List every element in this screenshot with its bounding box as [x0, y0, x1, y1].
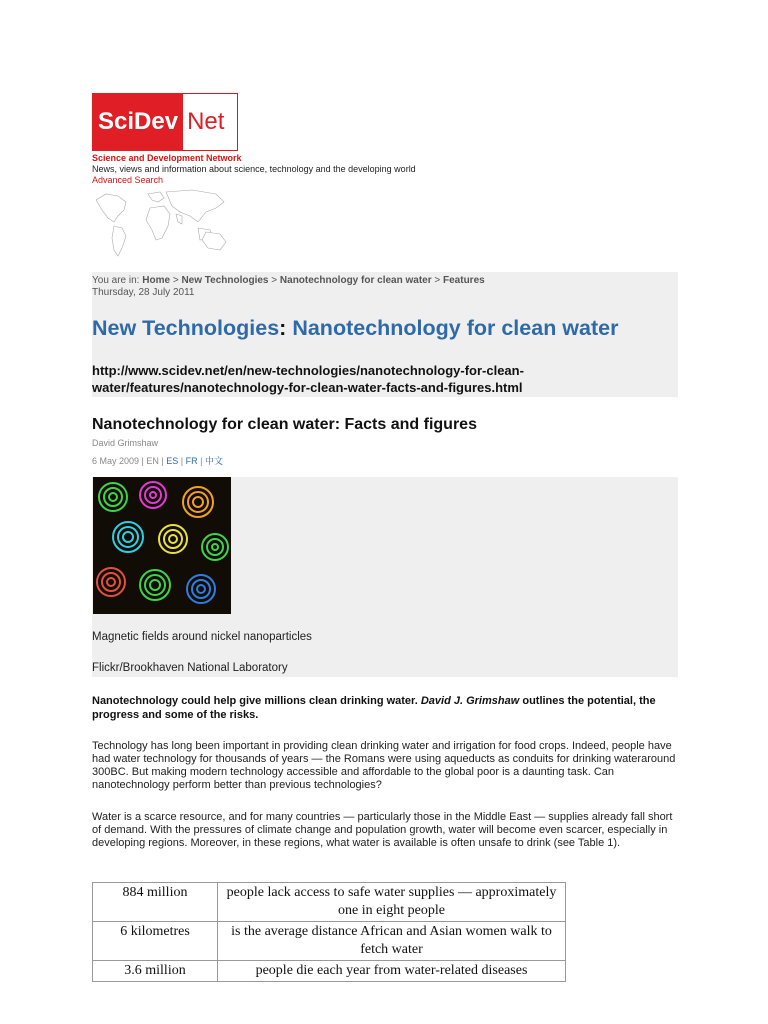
image-caption: Magnetic fields around nickel nanoparticles [92, 631, 312, 643]
breadcrumb-new-technologies[interactable]: New Technologies [181, 275, 269, 286]
lead-text-1: Nanotechnology could help give millions clean drinking water. [92, 695, 418, 707]
site-description: News, views and information about science, technology and the developing world [92, 164, 416, 174]
breadcrumb-sep: > [434, 275, 441, 286]
table-cell-fact: is the average distance African and Asian women walk to fetch water [218, 922, 566, 961]
lead-author: David J. Grimshaw [420, 695, 520, 707]
article-title: Nanotechnology for clean water: Facts and figures [92, 416, 477, 433]
table-cell-fact: people lack access to safe water supplies — approximately one in eight people [218, 883, 566, 922]
breadcrumb-home[interactable]: Home [142, 275, 171, 286]
table-cell-figure: 6 kilometres [93, 922, 218, 961]
table-cell-figure: 3.6 million [93, 961, 218, 982]
article-meta: 6 May 2009 | EN | ES | FR | 中文 [92, 456, 223, 466]
site-name: Science and Development Network [92, 153, 242, 163]
article-lead [92, 694, 678, 722]
table-row [93, 883, 566, 922]
world-map-icon [92, 186, 232, 261]
topic-link[interactable]: Nanotechnology for clean water [292, 316, 619, 340]
table-cell-figure: 884 million [93, 883, 218, 922]
logo-net-text: Net [187, 108, 225, 135]
lang-current: EN [146, 456, 159, 466]
lang-es-link[interactable]: ES [166, 456, 179, 466]
table-cell-fact: people die each year from water-related diseases [218, 961, 566, 982]
scidev-logo[interactable] [92, 93, 238, 151]
page-title [92, 316, 618, 341]
title-colon: : [279, 316, 287, 340]
logo-scidev-text: SciDev [92, 93, 183, 151]
paragraph-2: Water is a scarce resource, and for many countries — particularly those in the Middle East — supplies already fall short of demand. With the pressures of climate change and population growth, water will become even scarcer, especially in developing regions. Moreover, in these regions, what water is available is often unsafe to drink (see Table 1). [92, 811, 673, 849]
lang-fr-link[interactable]: FR [185, 456, 198, 466]
page-url[interactable]: http://www.scidev.net/en/new-technologies/nanotechnology-for-clean-water/features/nanotechnology-for-clean-water-facts-and-figures.html [92, 363, 524, 395]
publish-date: 6 May 2009 [92, 456, 140, 466]
breadcrumb-features[interactable]: Features [443, 275, 485, 286]
nanoparticle-image [93, 477, 231, 614]
paragraph-1: Technology has long been important in providing clean drinking water and irrigation for food crops. Indeed, people have had water technology for thousands of years — the Romans were using aqueducts as conduits for drinking wateraround 300BC. But making modern technology accessible and affordable to the global poor is a daunting task. Can nanotechnology perform better than previous technologies? [92, 740, 676, 791]
facts-table [92, 882, 566, 982]
table-row [93, 961, 566, 982]
image-credit: Flickr/Brookhaven National Laboratory [92, 662, 288, 674]
breadcrumb-sep: > [172, 275, 179, 286]
breadcrumb-prefix: You are in: [92, 275, 140, 286]
breadcrumb-nanotech[interactable]: Nanotechnology for clean water [279, 275, 432, 286]
breadcrumb-sep: > [271, 275, 278, 286]
advanced-search-link[interactable]: Advanced Search [92, 175, 164, 185]
table-row [93, 922, 566, 961]
lead-text-2: outlines the potential, the progress and some of the risks. [92, 695, 656, 721]
current-date: Thursday, 28 July 2011 [92, 287, 195, 298]
lang-zh-link[interactable]: 中文 [204, 456, 223, 466]
article-author: David Grimshaw [92, 438, 159, 448]
breadcrumb [92, 275, 485, 286]
section-link[interactable]: New Technologies [92, 316, 280, 340]
